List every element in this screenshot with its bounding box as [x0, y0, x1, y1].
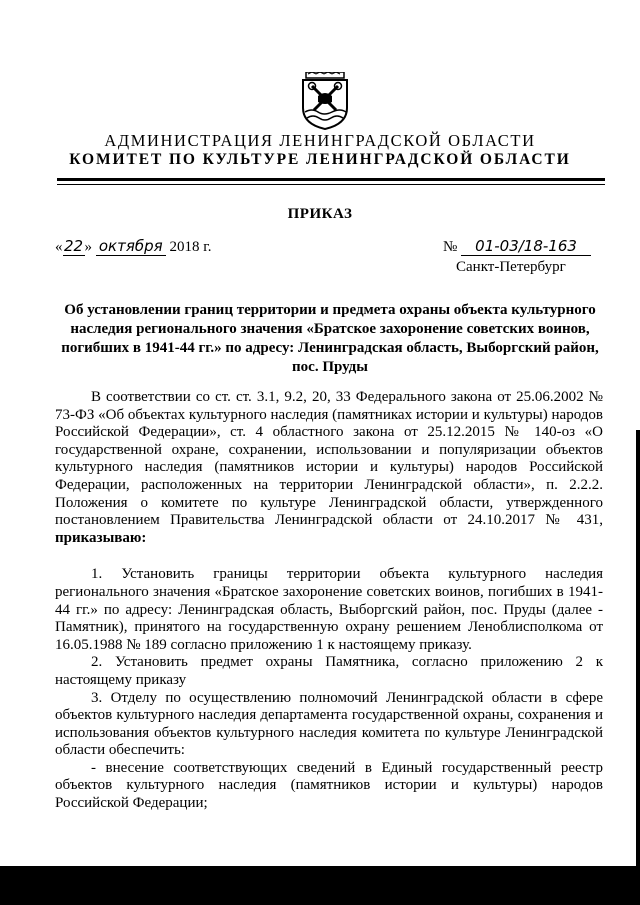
document-city: Санкт-Петербург — [456, 259, 566, 275]
coat-of-arms-icon — [300, 72, 350, 130]
number-value: 01-03/18-163 — [461, 238, 591, 256]
document-type-heading: ПРИКАЗ — [287, 206, 353, 222]
order-word: приказываю: — [55, 529, 147, 546]
number-prefix: № — [443, 239, 458, 255]
preamble-text: В соответствии со ст. ст. 3.1, 9.2, 20, 33 Федерального закона от 25.06.2002 № 73-ФЗ «Об объектах культурного наследия (памятниках истории и культуры) народов Российской Федерации», ст. 4 областного закона от 25.12.2015 № 140-оз «О государственной охране, сохранении, использовании и популяризации объектов культурного наследия (памятников истории и культуры) народов Российской Федерации, расположенных на территории Ленинградской области», п. 2.2.2. Положения о комитете по культуре Ленинградской области, утвержденного постановлением Правительства Ленинградской области от 24.10.2017 № 431, — [55, 389, 603, 529]
scan-edge-shadow — [636, 430, 640, 866]
preamble-paragraph — [55, 389, 603, 547]
document-number — [443, 238, 591, 256]
date-year: 2018 г. — [169, 239, 212, 255]
scan-bottom-border — [0, 866, 640, 905]
document-body — [55, 389, 603, 813]
order-item-2: 2. Установить предмет охраны Памятника, согласно приложению 2 к настоящему приказу — [55, 654, 603, 688]
order-item-3: 3. Отделу по осуществлению полномочий Ленинградской области в сфере объектов культурного наследия департамента государственной охраны, сохранения и использования объектов культурного наследия комитета по культуре Ленинградской области обеспечить: — [55, 689, 603, 759]
order-item-3-sub-1: - внесение соответствующих сведений в Единый государственный реестр объектов культурного наследия (памятников истории и культуры) народов Российской Федерации; — [55, 759, 603, 812]
document-date — [55, 238, 211, 260]
organization-line-2: КОМИТЕТ ПО КУЛЬТУРЕ ЛЕНИНГРАДСКОЙ ОБЛАСТИ — [69, 151, 571, 168]
header-rule-thin — [57, 184, 605, 185]
organization-line-1: АДМИНИСТРАЦИЯ ЛЕНИНГРАДСКОЙ ОБЛАСТИ — [104, 131, 536, 150]
date-close-quote: » — [84, 239, 92, 255]
date-month: октября — [96, 238, 166, 256]
date-open-quote: « — [55, 239, 63, 255]
header-rule-thick — [57, 178, 605, 181]
document-title: Об установлении границ территории и предмета охраны объекта культурного наследия регионального значения «Братское захоронение советских воинов, погибших в 1941-44 гг.» по адресу: Ленинградская область, Выборгский район, пос. Пруды — [61, 302, 599, 375]
date-day: 22 — [63, 237, 84, 255]
order-item-1: 1. Установить границы территории объекта культурного наследия регионального значения «Братское захоронение советских воинов, погибших в 1941-44 гг.» по адресу: Ленинградская область, Выборгский район, пос. Пруды (далее - Памятник), принятого на государственную охрану решением Леноблисполкома от 16.05.1988 № 189 согласно приложению 1 к настоящему приказу. — [55, 566, 603, 653]
